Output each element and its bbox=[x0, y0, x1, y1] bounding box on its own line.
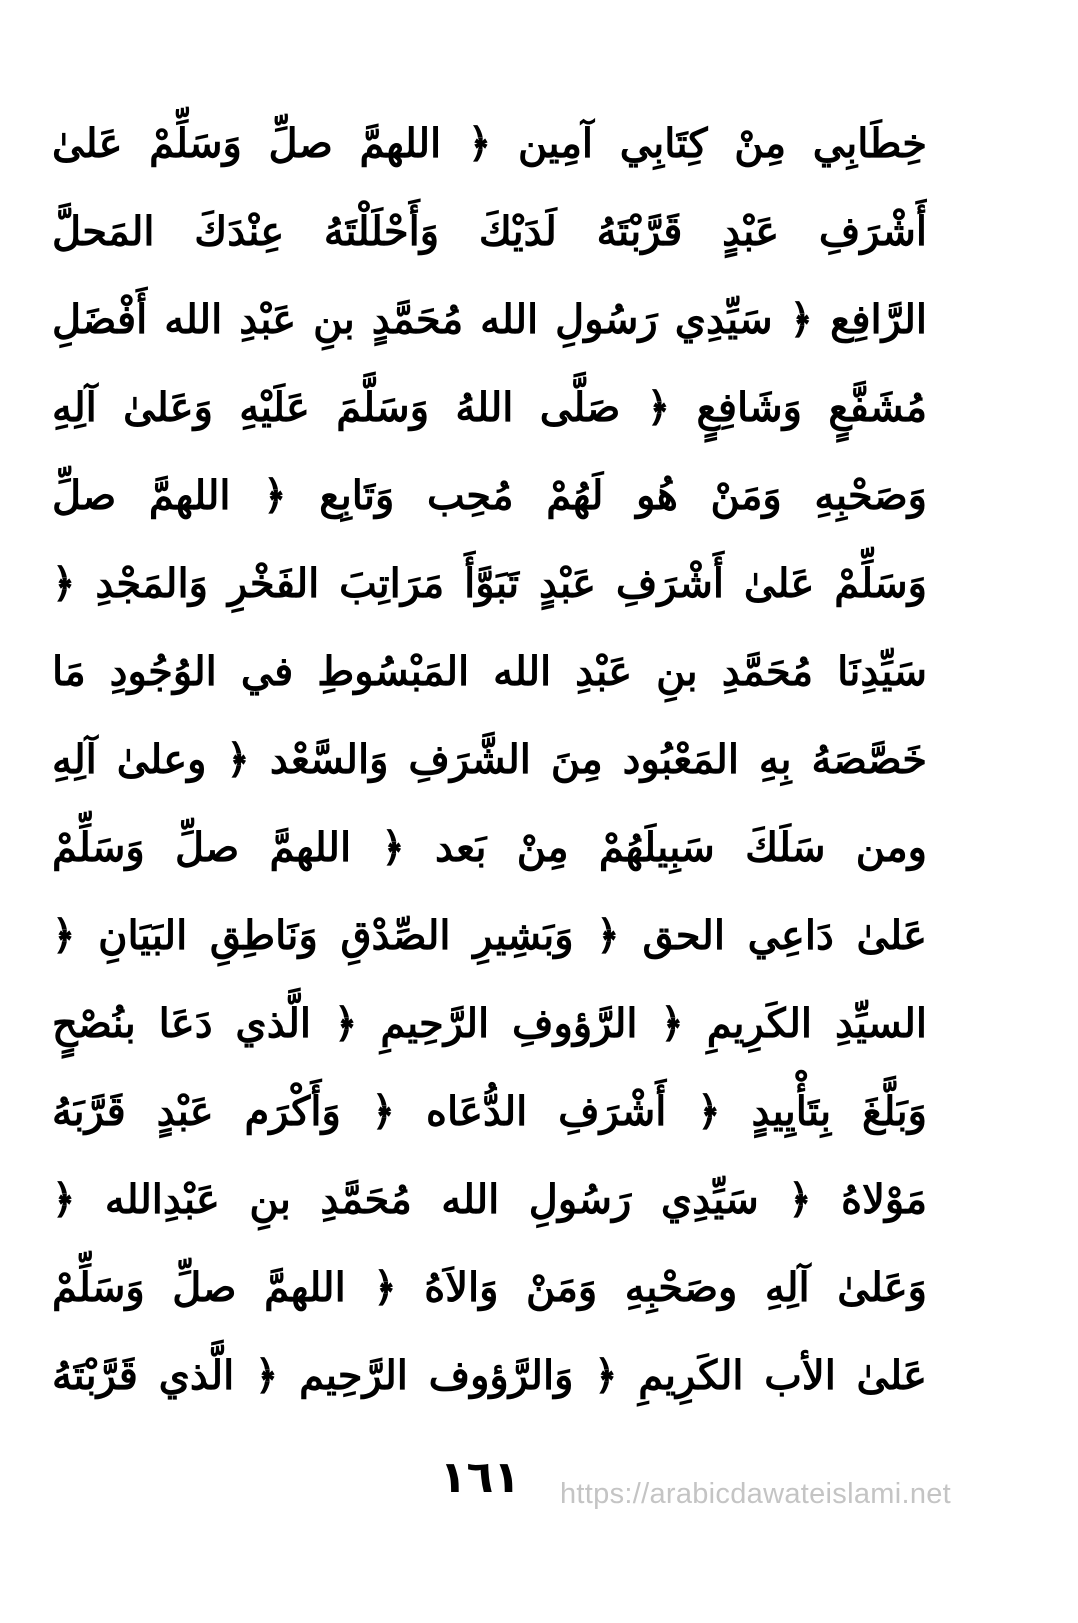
text-line: أَشْرَفِ عَبْدٍ قَرَّبْتَهُ لَدَيْكَ وَأَحْلَلْتَهُ عِنْدَكَ المَحلَّ bbox=[52, 208, 927, 255]
page-number: ١٦١ bbox=[439, 1452, 521, 1503]
body-text bbox=[52, 100, 927, 1420]
text-line: خَصَّصَهُ بِهِ المَعْبُود مِنَ الشَّرَفِ وَالسَّعْد ﴿ وعلىٰ آلِهِ bbox=[52, 736, 927, 783]
text-line: الرَّافِع ﴿ سَيِّدِي رَسُولِ الله مُحَمَّدٍ بنِ عَبْدِ الله أَفْضَلِ bbox=[52, 296, 927, 343]
text-line: ومن سَلَكَ سَبِيلَهُمْ مِنْ بَعد ﴿ اللهمَّ صلِّ وَسَلِّمْ bbox=[52, 824, 927, 871]
text-line: وَبَلَّغَ بِتَأْيِيدٍ ﴿ أَشْرَفِ الدُّعَاه ﴿ وَأَكْرَم عَبْدٍ قَرَّبَهُ bbox=[52, 1088, 927, 1135]
text-line: عَلىٰ دَاعِي الحق ﴿ وَبَشِيرِ الصِّدْقِ وَنَاطِقِ البَيَانِ ﴿ bbox=[52, 912, 927, 959]
text-line: وَصَحْبِهِ وَمَنْ هُو لَهُمْ مُحِب وَتَابِع ﴿ اللهمَّ صلِّ bbox=[52, 472, 927, 519]
text-line: وَسَلِّمْ عَلىٰ أَشْرَفِ عَبْدٍ تَبَوَّأَ مَرَاتِبَ الفَخْرِ وَالمَجْدِ ﴿ bbox=[52, 560, 927, 607]
watermark-url: https://arabicdawateislami.net bbox=[560, 1478, 952, 1510]
text-line: سَيِّدِنَا مُحَمَّدِ بنِ عَبْدِ الله المَبْسُوطِ في الوُجُودِ مَا bbox=[52, 648, 927, 695]
text-line: عَلىٰ الأب الكَرِيمِ ﴿ وَالرَّؤوف الرَّحِيم ﴿ الَّذي قَرَّبْتَهُ bbox=[52, 1352, 927, 1399]
text-line: وَعَلىٰ آلِهِ وصَحْبِهِ وَمَنْ وَالاَهُ ﴿ اللهمَّ صلِّ وَسَلِّمْ bbox=[52, 1264, 927, 1311]
text-line: مَوْلاهُ ﴿ سَيِّدِي رَسُولِ الله مُحَمَّدِ بنِ عَبْدِالله ﴿ bbox=[52, 1176, 927, 1223]
text-line: السيِّدِ الكَرِيمِ ﴿ الرَّؤوفِ الرَّحِيمِ ﴿ الَّذي دَعَا بنُصْحٍ bbox=[52, 1000, 927, 1047]
text-line: خِطَابِي مِنْ كِتَابِي آمِين ﴿ اللهمَّ صلِّ وَسَلِّمْ عَلىٰ bbox=[52, 120, 927, 167]
text-line: مُشَفَّعٍ وَشَافِعٍ ﴿ صَلَّى اللهُ وَسَلَّمَ عَلَيْهِ وَعَلىٰ آلِهِ bbox=[52, 384, 927, 431]
